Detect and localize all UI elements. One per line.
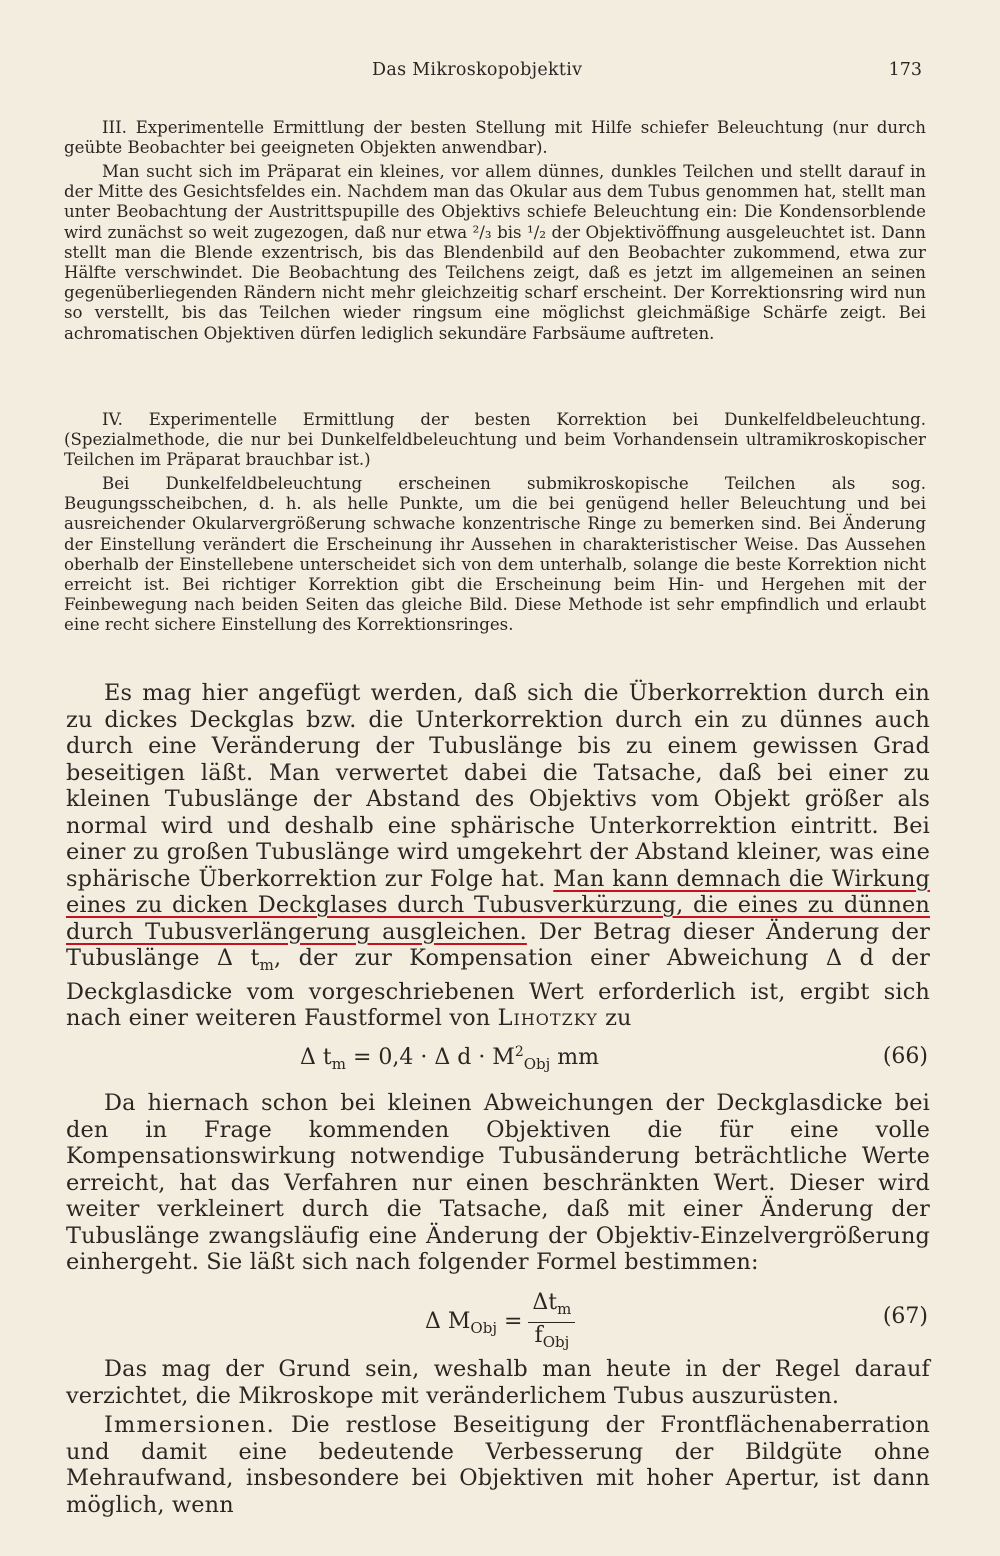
running-title: Das Mikroskopobjektiv [372, 60, 583, 80]
equation-67 [0, 1290, 1000, 1350]
para1-text: Es mag hier angefügt werden, daß sich die Überkorrektion durch ein zu dickes Deckglas bzw. die Unterkorrektion durch ein zu dünnes auch durch eine Veränderung der Tubuslänge bis zu einem gewissen Grad beseitigen läßt. Man verwertet dabei die Tatsache, daß bei einer zu kleinen Tubuslänge der Abstand des Objektivs vom Objekt größer als normal wird und deshalb eine sphärische Unterkorrektion eintritt. Bei einer zu großen Tubuslänge wird umgekehrt der Abstand kleiner, was eine sphärische Überkorrektion zur Folge hat. [66, 680, 930, 892]
paragraph-conclusion: Das mag der Grund sein, weshalb man heute in der Regel darauf verzichtet, die Mikroskope mit veränderlichem Tubus auszurüsten. [66, 1356, 930, 1409]
highlighted-sentence: Man kann demnach die Wirkung eines zu dicken Deckglases durch Tubusverkürzung, die eines zu dünnen durch Tubusverlängerung ausgleichen. [66, 865, 930, 945]
paragraph-immersionen [66, 1412, 930, 1518]
section-iv-heading: IV. Experimentelle Ermittlung der besten Korrektion bei Dunkelfeldbeleuchtung. (Spezialmethode, die nur bei Dunkelfeldbeleuchtung und beim Vorhandensein ultramikroskopischer Teilchen im Präparat brauchbar ist.) [64, 410, 926, 470]
para1-text-cont2: , der zur Kompensation einer Abweichung Δ d der Deckglasdicke vom vorgeschriebenen Wert erforderlich ist, ergibt sich nach einer weiteren Faustformel von [66, 945, 930, 1031]
equation-66 [0, 1044, 1000, 1078]
subscript-m: m [259, 956, 275, 974]
running-header [0, 60, 1000, 84]
fraction: $\frac{\Delta t_m}{f_{Obj}}$ [528, 1292, 575, 1353]
paragraph-compensation: Da hiernach schon bei kleinen Abweichungen der Deckglasdicke bei den in Frage kommenden Objektiven die für eine volle Kompensationswirkung notwendige Tubusänderung beträchtliche Werte erreicht, hat das Verfahren nur einen beschränkten Wert. Dieser wird weiter verkleinert durch die Tatsache, daß mit einer Änderung der Tubuslänge zwangsläufig eine Änderung der Objektiv-Einzelvergrößerung einhergeht. Sie läßt sich nach folgender Formel bestimmen: [66, 1090, 930, 1275]
equation-66-number: (66) [882, 1044, 928, 1069]
equation-67-number: (67) [882, 1304, 928, 1329]
section-iv-body: Bei Dunkelfeldbeleuchtung erscheinen submikroskopische Teilchen als sog. Beugungsscheibchen, d. h. als helle Punkte, um die bei genügend heller Beleuchtung und bei ausreichender Okularvergrößerung schwache konzentrische Ringe zu bemerken sind. Bei Änderung der Einstellung verändert die Erscheinung ihr Aussehen in charakteristischer Weise. Das Aussehen oberhalb der Einstellebene unterscheidet sich von dem unterhalb, solange die beste Korrektion nicht erreicht ist. Bei richtiger Korrektion gibt die Erscheinung beim Hin- und Hergehen mit der Feinbewegung nach beiden Seiten das gleiche Bild. Diese Methode ist sehr empfindlich und erlaubt eine recht sichere Einstellung des Korrektionsringes. [64, 474, 926, 635]
author-name: Lihotzky [497, 1005, 598, 1031]
equation-67-body: Δ $M_{Obj}$ = $\frac{\Delta t_m}{f_{Obj}}$ [425, 1292, 575, 1353]
equation-66-body: Δ $t_m = 0,4 \cdot \Delta$ $d \cdot M^2_{Obj}$ mm [300, 1044, 600, 1073]
immersionen-heading: Immersionen. [104, 1412, 276, 1438]
para1-end: zu [597, 1005, 632, 1031]
section-iii-heading: III. Experimentelle Ermittlung der besten Stellung mit Hilfe schiefer Beleuchtung (nur durch geübte Beobachter bei geeigneten Objekten anwendbar). [64, 118, 926, 158]
para1-text-cont: Der Betrag dieser Änderung der Tubuslänge Δ t [66, 918, 931, 971]
page-number: 173 [888, 60, 922, 80]
section-iii-body: Man sucht sich im Präparat ein kleines, vor allem dünnes, dunkles Teilchen und stellt darauf in der Mitte des Gesichtsfeldes ein. Nachdem man das Okular aus dem Tubus genommen hat, stellt man unter Beobachtung der Austrittspupille des Objektivs schiefe Beleuchtung ein: Die Kondensorblende wird zunächst so weit zugezogen, daß nur etwa ²/₃ bis ¹/₂ der Objektivöffnung ausgeleuchtet ist. Dann stellt man die Blende exzentrisch, bis das Blendenbild auf den Beobachter zukommend, etwa zur Hälfte verschwindet. Die Beobachtung des Teilchens zeigt, daß es jetzt im allgemeinen an seinen gegenüberliegenden Rändern nicht mehr gleichzeitig scharf erscheint. Der Korrektionsring wird nun so verstellt, bis das Teilchen wieder ringsum eine möglichst gleichmäßige Schärfe zeigt. Bei achromatischen Objektiven dürfen lediglich sekundäre Farbsäume auftreten. [64, 162, 926, 343]
paragraph-tubus-correction [66, 680, 930, 1032]
immersionen-body: Die restlose Beseitigung der Frontflächenaberration und damit eine bedeutende Verbesserung der Bildgüte ohne Mehraufwand, insbesondere bei Objektiven mit hoher Apertur, ist dann möglich, wenn [66, 1412, 930, 1518]
